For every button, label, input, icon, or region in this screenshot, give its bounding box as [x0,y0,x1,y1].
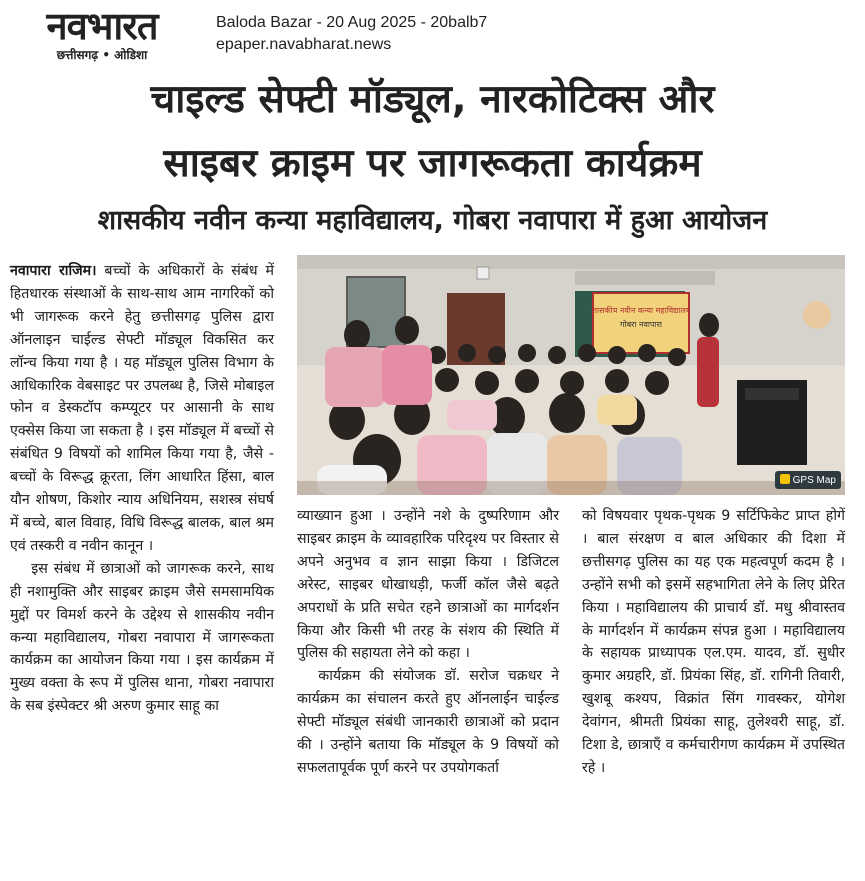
paragraph [10,260,274,558]
paragraph: को विषयवार पृथक-पृथक 9 सर्टिफिकेट प्राप्त होगें । बाल संरक्षण व बाल अधिकार की दिशा में छत्तीसगढ़ पुलिस का यह एक महत्वपूर्ण कदम है । उन्होंने सभी को इसमें सहभागिता लेने के लिए प्रेरित किया । महाविद्यालय की प्राचार्य डॉ. मधु श्रीवास्तव के मार्गदर्शन में कार्यक्रम संपन्न हुआ । महाविद्यालय के सहायक प्राध्यापक एल.एम. यादव, डॉ. सुधीर कुमार अग्रहरि, डॉ. प्रियंका सिंह, डॉ. रागिनी तिवारी, खुशबू कश्यप, विक्रांत सिंग गावस्कर, योगेश देवांगन, श्रीमती प्रियंका साहू, तुलेश्वरी साहू, डॉ. टिशा डे, छात्राएँ व कर्मचारीगण कार्यक्रम में उपस्थित रहे । [582,508,845,776]
paragraph: व्याख्यान हुआ । उन्होंने नशे के दुष्परिणाम और साइबर क्राइम के व्यावहारिक परिदृश्य पर विस्तार से अपने अनुभव व ज्ञान साझा किया । डिजिटल अरेस्ट, साइबर धोखाधड़ी, फर्जी कॉल जैसे बढ़ते अपराधों के प्रति सचेत रहने छात्राओं का मार्गदर्शन किया और किसी भी तरह के संशय की स्थिति में पुलिस की सहायता लेने को कहा । [297,508,559,662]
paragraph: इस संबंध में छात्राओं को जागरूक करने, साथ ही नशामुक्ति और साइबर क्राइम जैसे समसामयिक मुद्दों पर विमर्श करने के उद्देश्य से शासकीय नवीन कन्या महाविद्यालय, गोबरा नवापारा में जागरूकता कार्यक्रम का आयोजन किया गया । इस कार्यक्रम में मुख्य वक्ता के रूप में पुलिस थाना, गोबरा नवापारा के सब इंस्पेक्टर श्री अरुण कुमार साहू का [10,560,274,715]
banner-subtext: गोबरा नवापारा [620,320,662,329]
gps-stamp-label: GPS Map [792,475,836,486]
headline-line-2: साइबर क्राइम पर जागरूकता कार्यक्रम [163,141,702,186]
classroom-photo-illustration [297,255,845,495]
paragraph: कार्यक्रम की संयोजक डॉ. सरोज चक्रधर ने कार्यक्रम का संचालन करते हुए ऑनलाईन चाईल्ड सेफ्टी मॉड्यूल संबंधी जानकारी छात्राओं को प्रदान की । उन्होंने बताया कि मॉड्यूल के 9 विषयों को सफलतापूर्वक पूर्ण करने पर उपयोगकर्ता [297,668,559,776]
gps-map-stamp [775,471,841,489]
subheadline: शासकीय नवीन कन्या महाविद्यालय, गोबरा नवापारा में हुआ आयोजन [97,205,768,236]
masthead [0,0,865,62]
paragraph-text: बच्चों के अधिकारों के संबंध में हितधारक संस्थाओं के साथ-साथ आम नागरिकों को भी जागरूक करने हेतु छत्तीसगढ़ पुलिस द्वारा ऑनलाइन चाईल्ड सेफ्टी मॉड्यूल विकसित कर लॉन्च किया गया है । यह मॉड्यूल पुलिस विभाग के आधिकारिक वेबसाइट पर उपलब्ध है, जिसे मोबाइल फोन व डेस्कटॉप कम्प्यूटर पर आसानी के साथ एक्सेस किया जा सकता है । इस मॉड्यूल में बच्चों से संबंधित 9 विषयों को शामिल किया गया है, जैसे - बच्चों के विरूद्ध क्रूरता, लिंग आधारित हिंसा, बाल यौन शोषण, किशोर न्याय अधिनियम, सशस्त्र संघर्ष में बच्चे, बाल विवाह, विधि विरूद्ध बालक, बाल श्रम एवं तस्करी व नवीन कानून । [10,263,274,554]
logo-text: नवभारत [46,4,158,48]
article-column-2 [297,505,559,780]
gps-camera-icon [780,474,790,484]
article-column-3 [582,505,845,780]
newspaper-logo [6,4,198,62]
epaper-site: epaper.navabharat.news [216,36,392,53]
logo-subtitle: छत्तीसगढ़ • ओडिशा [56,48,148,62]
headline-line-1: चाइल्ड सेफ्टी मॉड्यूल, नारकोटिक्स और [150,77,715,122]
banner-text: शासकीय नवीन कन्या महाविद्यालय [591,306,691,315]
edition-meta [216,12,487,56]
article-column-1 [10,260,274,718]
event-photo [297,255,845,495]
edition-line: Baloda Bazar - 20 Aug 2025 - 20balb7 [216,14,488,31]
dateline: नवापारा राजिम। [10,263,97,279]
